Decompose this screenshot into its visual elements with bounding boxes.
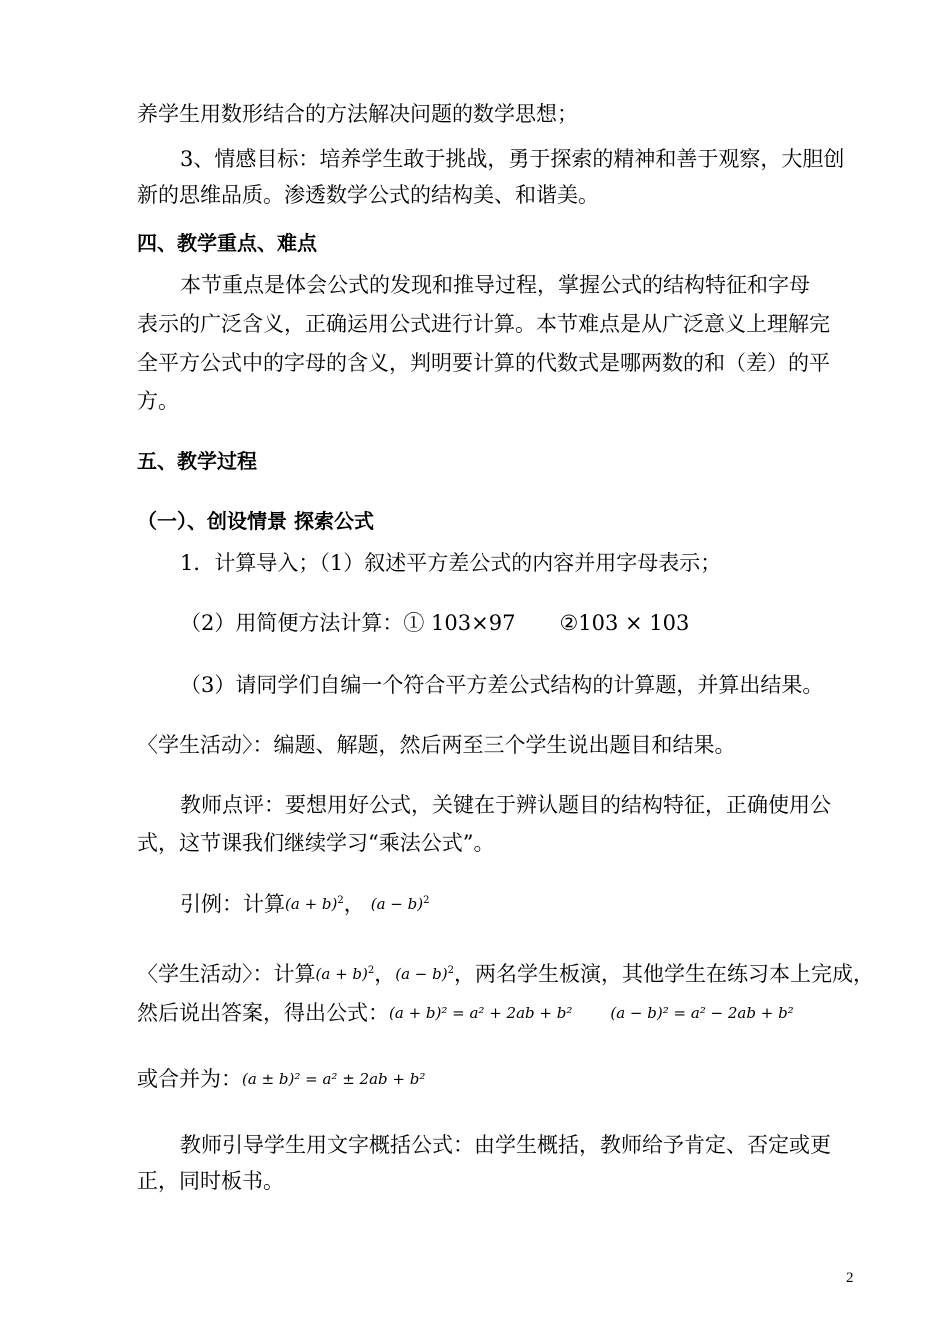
text-line: 引例：计算$(a + b)^2$， $(a - b)^2$ <box>180 892 430 916</box>
text-line: 〈学生活动〉：编题、解题，然后两至三个学生说出题目和结果。 <box>137 733 736 757</box>
text-line: 式，这节课我们继续学习“乘法公式”。 <box>137 831 495 855</box>
text-line: 或合并为：(a ± b)² = a² ± 2ab + b² <box>137 1067 426 1091</box>
math-expression: $(a + b)^2$ <box>315 965 375 983</box>
formula-combined: (a ± b)² = a² ± 2ab + b² <box>242 1070 426 1088</box>
text-line: 方。 <box>137 389 179 413</box>
section-heading: 四、教学重点、难点 <box>137 231 317 255</box>
text-line: 〈学生活动〉：计算$(a + b)^2$，$(a - b)^2$，两名学生板演，其他学生在练习本上完成， <box>137 962 874 986</box>
text-line: 教师引导学生用文字概括公式：由学生概括，教师给予肯定、否定或更 <box>180 1133 831 1157</box>
text-line: 养学生用数形结合的方法解决问题的数学思想； <box>137 102 578 126</box>
math-expression: $(a - b)^2$ <box>370 895 430 913</box>
text-line: （3）请同学们自编一个符合平方差公式结构的计算题，并算出结果。 <box>180 673 824 697</box>
formula-sum-square: (a + b)² = a² + 2ab + b² <box>389 1004 573 1022</box>
text-line: 表示的广泛含义，正确运用公式进行计算。本节难点是从广泛意义上理解完 <box>137 312 830 336</box>
subsection-heading: （一）、创设情景 探索公式 <box>137 509 374 533</box>
text-line: 正，同时板书。 <box>137 1169 284 1193</box>
text-line: 然后说出答案，得出公式：(a + b)² = a² + 2ab + b² (a − b)² = a² − 2ab + b² <box>137 1001 794 1025</box>
formula-diff-square: (a − b)² = a² − 2ab + b² <box>610 1004 794 1022</box>
text-line: 1．计算导入；（1）叙述平方差公式的内容并用字母表示； <box>180 551 722 575</box>
text-line <box>180 610 689 636</box>
text-line: 新的思维品质。渗透数学公式的结构美、和谐美。 <box>137 183 599 207</box>
text-line: 3、情感目标：培养学生敢于挑战，勇于探索的精神和善于观察，大胆创 <box>180 147 845 171</box>
math-expression: $(a + b)^2$ <box>285 895 344 913</box>
text-line: 全平方公式中的字母的含义，判明要计算的代数式是哪两数的和（差）的平 <box>137 351 830 375</box>
calc-item-2: ②103 × 103 <box>559 611 690 635</box>
text-line: 本节重点是体会公式的发现和推导过程，掌握公式的结构特征和字母 <box>180 273 810 297</box>
math-expression: $(a - b)^2$ <box>395 965 454 983</box>
text-line: 教师点评：要想用好公式，关键在于辨认题目的结构特征，正确使用公 <box>180 793 831 817</box>
page-number: 2 <box>846 1270 854 1286</box>
calc-item-1: （2）用简便方法计算：① 103×97 <box>180 611 516 635</box>
section-heading: 五、教学过程 <box>137 449 257 473</box>
